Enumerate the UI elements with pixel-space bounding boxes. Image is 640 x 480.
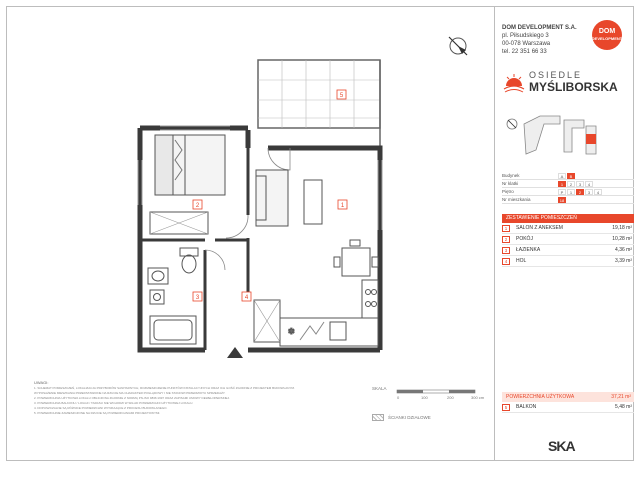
note-line: 3. POWIERZCHNIA BALKONU / LOGGII / TARASU NIE WCHODZI W SKŁAD POWIERZCHNI UŻYTKOWEJ LOKALU. [34,401,194,405]
north-arrow-icon [444,32,472,60]
partition-legend-swatch [372,414,384,421]
svg-text:3: 3 [195,295,200,301]
room-num: 3 [502,247,510,254]
info-cell: B [567,173,575,179]
partition-legend-label: ŚCIANKI DZIAŁOWE [388,415,431,420]
info-row-label: Budynek [502,173,520,178]
note-line: 2. POWIERZCHNIA UŻYTKOWA LOKALU OBLICZONA ZGODNIE Z NORMĄ PN-ISO 9836:1997 ORAZ ZAPISAMI UMOWY DEWELOPERSKIEJ. [34,396,230,400]
company-phone: tel. 22 351 66 33 [502,49,547,55]
note-line: WYPOSAŻENIE MIESZKANIA PRZEDSTAWIONE NA RZUCIE MA CHARAKTER POGLĄDOWY I NIE STANOWI PRZEDMIOTU SPRZEDAŻY. [34,391,226,395]
room-row [502,223,634,234]
room-name: SALON Z ANEKSEM [516,225,563,231]
project-logo [503,68,633,108]
hall-wardrobe [254,300,280,342]
room-badge-salon [338,200,347,209]
usable-header [502,392,634,402]
info-cell: 4 [594,189,602,195]
scale-tick-1: 100 [421,395,428,400]
balcony-num: 5 [502,404,510,411]
company-name: DOM DEVELOPMENT S.A. [502,25,577,31]
info-row-label: Nr mieszkania [502,197,531,202]
info-row [502,172,634,180]
scale-bar [395,384,495,402]
project-line1: OSIEDLE [529,70,583,80]
usable-header-label: POWIERZCHNIA UŻYTKOWA [506,394,575,400]
room-badge-pokoj [193,200,202,209]
room-name: ŁAZIENKA [516,247,541,253]
room-area: 10,28 m² [612,236,632,242]
room-row [502,245,634,256]
info-cell: P [558,189,566,195]
company-city: 00-078 Warszawa [502,41,551,47]
project-line2: MYŚLIBORSKA [529,80,618,94]
room-name: HOL [516,258,527,264]
rooms-header: ZESTAWIENIE POMIESZCZEŃ [502,214,634,223]
notes-heading: UWAGI: [34,380,49,385]
info-row-label: Piętro [502,189,514,194]
usable-total: 37,21 m² [611,394,631,400]
svg-text:✱: ✱ [288,327,295,336]
dom-logo [592,20,622,50]
info-row-label: Nr klatki [502,181,519,186]
dining-table [334,240,378,276]
balcony-area [258,60,380,148]
info-row [502,196,634,204]
room-num: 2 [502,236,510,243]
wardrobe [150,212,208,234]
info-row [502,188,634,196]
info-row [502,180,634,188]
scale-tick-0: 0 [397,395,400,400]
company-street: pl. Piłsudskiego 3 [502,33,549,39]
room-num: 4 [502,258,510,265]
note-line: 4. DOPUSZCZALNE SĄ RÓŻNICE POWIERZCHNI WYNIKAJĄCE Z PROCESU BUDOWLANEGO. [34,406,168,410]
info-cell: 2 [576,189,584,195]
balcony-area: 5,48 m² [615,404,632,410]
kitchen-counter [280,280,378,346]
info-cell: 18 [559,197,565,203]
bed-furniture [155,135,225,195]
scale-label: SKALA [372,386,387,391]
rooms-table [502,214,634,267]
sofa [256,170,288,226]
info-cell: 4 [585,181,593,187]
room-badge-balkon [337,90,346,99]
info-cell: 1 [558,181,566,187]
info-cell: 3 [585,189,593,195]
dom-logo-text: DOM [598,28,616,35]
info-cell: 2 [567,181,575,187]
info-cell: A [558,173,566,179]
room-num: 1 [502,225,510,232]
apartment-info-table [502,172,634,204]
room-area: 4,36 m² [615,247,632,253]
dom-logo-sub: DEVELOPMENT [591,36,623,41]
entrance-arrow [227,347,243,358]
company-info [502,24,577,56]
svg-text:2: 2 [195,203,200,209]
svg-text:5: 5 [339,93,344,99]
room-row [502,256,634,267]
tv-stand [304,180,322,224]
room-badge-hol [242,292,251,301]
room-area: 3,39 m² [615,258,632,264]
bathroom-fixtures [148,248,198,344]
site-plan-thumbnail [500,110,634,165]
scale-tick-2: 200 [447,395,454,400]
room-row [502,234,634,245]
ska-logo: SKA [548,438,575,454]
notes-block [34,380,364,416]
scale-tick-3: 300 cm [471,395,485,400]
usable-area-table [502,392,634,413]
info-cell: 1 [567,189,575,195]
note-line: 1. SCHEMAT POMIESZCZEŃ, LOKALIZACJA PRZYBORÓW SANITARNYCH, ROZMIESZCZENIE PUNKTÓW INSTALACYJNYCH ORAZ ICH ILOŚĆ ZGODNIE Z PROJEKTEM BUDOWLANYM. [34,386,295,390]
note-line: 5. POWIERZCHNIE ZAMIESZCZONE NA RZUCIE SĄ POWIERZCHNIAMI PROJEKTOWYMI. [34,411,161,415]
info-cell: 3 [576,181,584,187]
svg-text:1: 1 [340,203,345,209]
room-area: 19,18 m² [612,225,632,231]
site-plan-highlight [586,134,596,144]
room-name: POKÓJ [516,236,533,242]
balcony-row [502,402,634,413]
balcony-name: BALKON [516,404,537,410]
room-badge-lazienka [193,292,202,301]
sun-logo-icon [503,72,525,94]
svg-text:4: 4 [244,295,249,301]
